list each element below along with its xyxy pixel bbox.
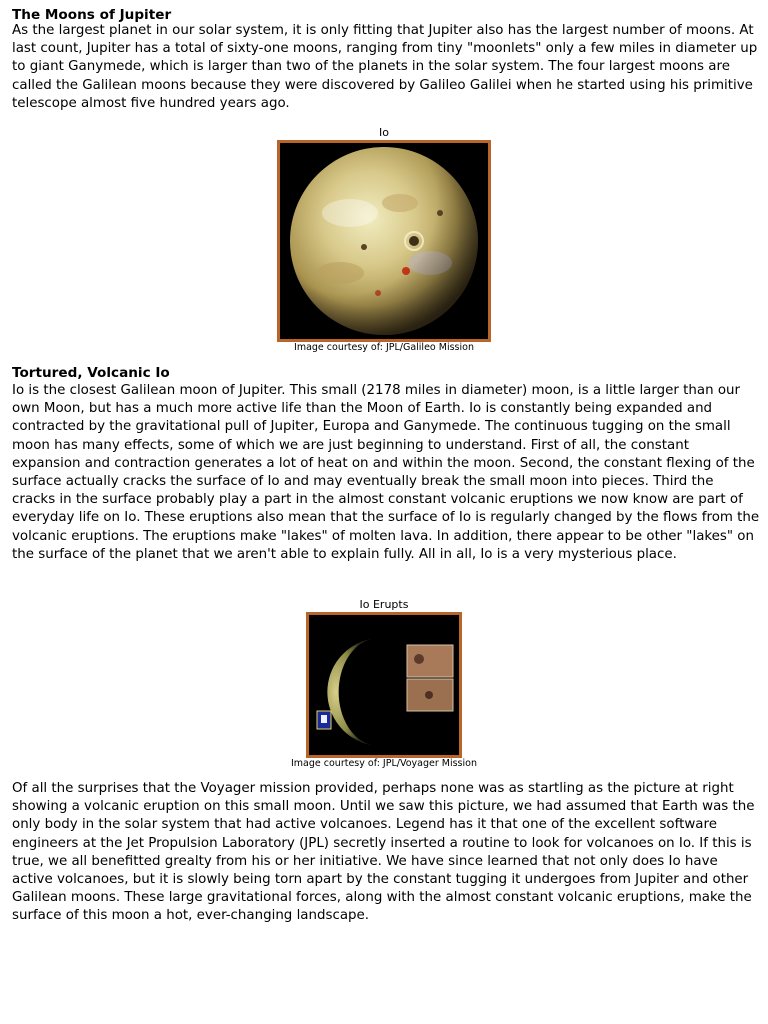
paragraph-moons-intro: As the largest planet in our solar system, it is only fitting that Jupiter also has the largest number of moons. At last count, Jupiter has a total of sixty-one moons, ranging from tiny "moonlets" only a few miles in diameter up to giant Ganymede, which is larger than two of the planets in the solar system. The four largest moons are called the Galilean moons because they were discovered by Galileo Galilei when he started using his primitive telescope almost five hundred years ago. [12, 23, 758, 111]
io-erupts-image [306, 612, 462, 758]
paragraph-voyager-discovery: Of all the surprises that the Voyager mission provided, perhaps none was as startling as the picture at right showing a volcanic eruption on this small moon. Until we saw this picture, we had assumed that Earth was the only body in the solar system that had active volcanoes. Legend has it that one of the excellent software engineers at the Jet Propulsion Laboratory (JPL) secretly inserted a routine to look for volcanoes on Io. If this is true, we all benefitted grealty from his or her initiative. We have since learned that not only does Io have active volcanoes, but it is slowly being torn apart by the constant tugging it undergoes from Jupiter and other Galilean moons. These large gravitational forces, along with the almost constant volcanic eruptions, make the surface of this moon a hot, ever-changing landscape. [12, 781, 755, 924]
figure-label-io: Io [379, 126, 389, 139]
section-title-moons-of-jupiter: The Moons of Jupiter [12, 7, 172, 23]
figure-credit-io-erupts: Image courtesy of: JPL/Voyager Mission [291, 758, 477, 769]
io-moon-illustration [280, 143, 488, 339]
paragraph-io-description: Io is the closest Galilean moon of Jupiter. This small (2178 miles in diameter) moon, is a little larger than our own Moon, but has a much more active life than the Moon of Earth. Io is constantly being expanded and contracted by the gravitational pull of Jupiter, Europa and Ganymede. The continuous tugging on the small moon has many effects, some of which we are just beginning to understand. First of all, the constant expansion and contraction generates a lot of heat on and within the moon. Second, the constant flexing of the surface actually cracks the surface of Io and may eventually break the small moon into pieces. Third the cracks in the surface probably play a part in the almost constant volcanic eruptions we now know are part of everyday life on Io. These eruptions also mean that the surface of Io is regularly changed by the flows from the volcanic eruptions. The eruptions make "lakes" of molten lava. In addition, there appear to be other "lakes" on the surface of the planet that we aren't able to explain fully. All in all, Io is a very mysterious place. [12, 383, 760, 562]
figure-credit-io: Image courtesy of: JPL/Galileo Mission [294, 342, 474, 353]
io-erupts-illustration [309, 615, 459, 755]
figure-label-io-erupts: Io Erupts [359, 598, 409, 611]
io-image [277, 140, 491, 342]
section-title-tortured-volcanic-io: Tortured, Volcanic Io [12, 365, 170, 381]
figure-io-erupts [0, 598, 768, 770]
figure-io [0, 126, 768, 354]
